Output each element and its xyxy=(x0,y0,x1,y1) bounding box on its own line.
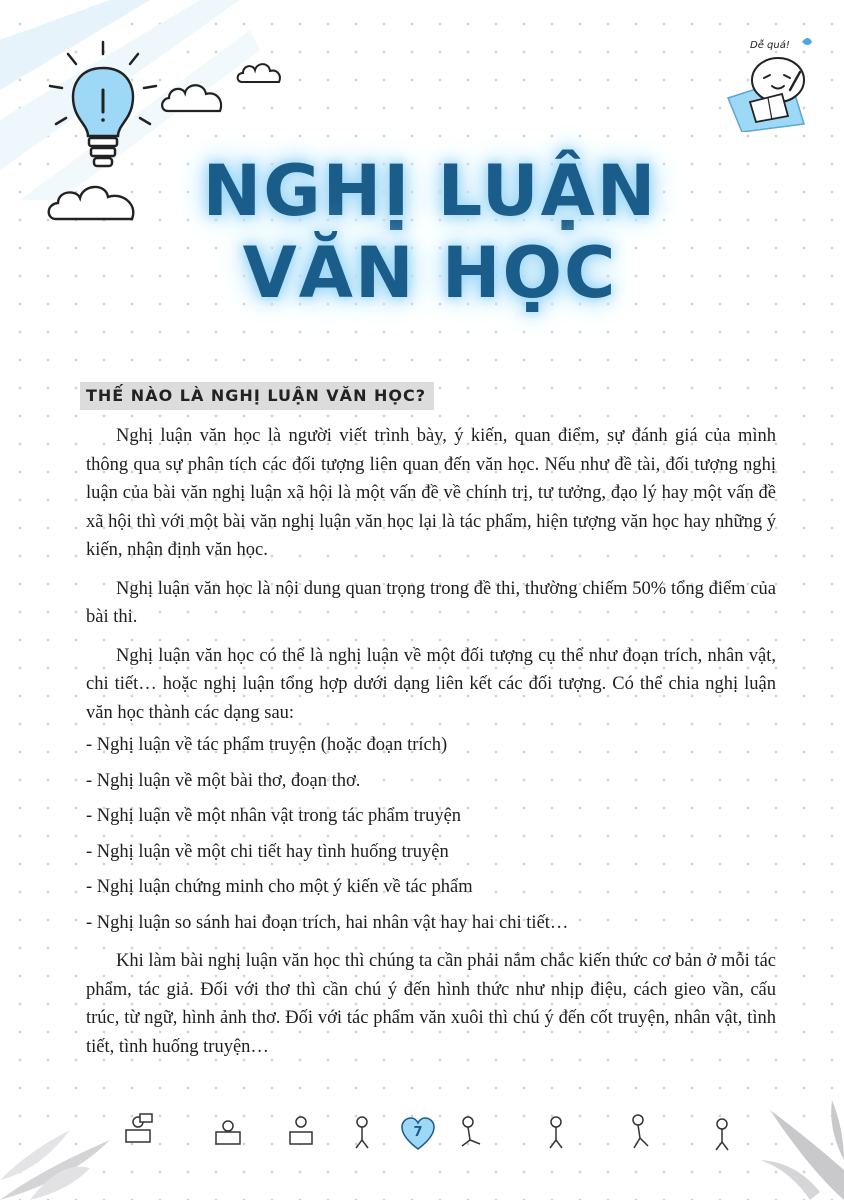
leaf-branch-decoration xyxy=(0,1120,130,1200)
list-item: - Nghị luận về tác phẩm truyện (hoặc đoạn trích) xyxy=(86,735,448,755)
title-line-2: VĂN HỌC xyxy=(242,232,618,314)
list-item: - Nghị luận về một chi tiết hay tình huống truyện xyxy=(86,841,449,862)
paragraph: Khi làm bài nghị luận văn học thì chúng ta cần phải nắm chắc kiến thức cơ bản ở mỗi tác phẩm, tác giả. Đối với thơ thì cần chú ý đến hình thức như nhịp điệu, cách gieo vần, cấu trúc, từ ngữ, hình ảnh thơ. Đối với tác phẩm văn xuôi thì chú ý đến cốt truyện, nhân vật, tình tiết, tình huống truyện… xyxy=(86,951,776,1057)
light-bulb-icon xyxy=(48,40,158,180)
page-number-badge xyxy=(400,1116,436,1152)
list-item: - Nghị luận về một bài thơ, đoạn thơ. xyxy=(86,770,361,791)
paragraph: Nghị luận văn học là người viết trình bày, ý kiến, quan điểm, sự đánh giá của mình thông qua sự phân tích các đối tượng liên quan đến văn học. Nếu như đề tài, đối tượng nghị luận của bài văn nghị luận xã hội là một vấn đề về chính trị, tư tưởng, đạo lý hay một vấn đề xã hội thì với một bài văn nghị luận văn học lại là tác phẩm, hiện tượng văn học hay những ý kiến, nhận định văn học. xyxy=(86,426,776,560)
title-line-1: NGHỊ LUẬN xyxy=(202,150,658,232)
cloud-icon xyxy=(236,60,284,86)
section-heading: THẾ NÀO LÀ NGHỊ LUẬN VĂN HỌC? xyxy=(80,382,434,410)
list-item: - Nghị luận chứng minh cho một ý kiến về tác phẩm xyxy=(86,877,473,897)
list-item: - Nghị luận về một nhân vật trong tác phẩm truyện xyxy=(86,806,462,826)
list-item: - Nghị luận so sánh hai đoạn trích, hai nhân vật hay hai chi tiết… xyxy=(86,912,569,933)
leaf-branch-decoration xyxy=(740,1100,844,1200)
article-body xyxy=(86,422,776,1071)
paragraph: Nghị luận văn học có thể là nghị luận về một đối tượng cụ thể như đoạn trích, nhân vật, chi tiết… hoặc nghị luận tổng hợp dưới dạng liên kết các đối tượng. Có thể chia nghị luận văn học thành các dạng sau: xyxy=(86,645,776,723)
cloud-icon xyxy=(160,80,226,116)
mascot-writing-illustration xyxy=(720,28,830,132)
page-number: 7 xyxy=(413,1125,423,1140)
mascot-speech-text: Dễ quá! xyxy=(750,40,790,51)
paragraph: Nghị luận văn học là nội dung quan trọng trong đề thi, thường chiếm 50% tổng điểm của bài thi. xyxy=(86,578,776,627)
page-title xyxy=(200,150,660,314)
cloud-icon xyxy=(46,180,142,224)
